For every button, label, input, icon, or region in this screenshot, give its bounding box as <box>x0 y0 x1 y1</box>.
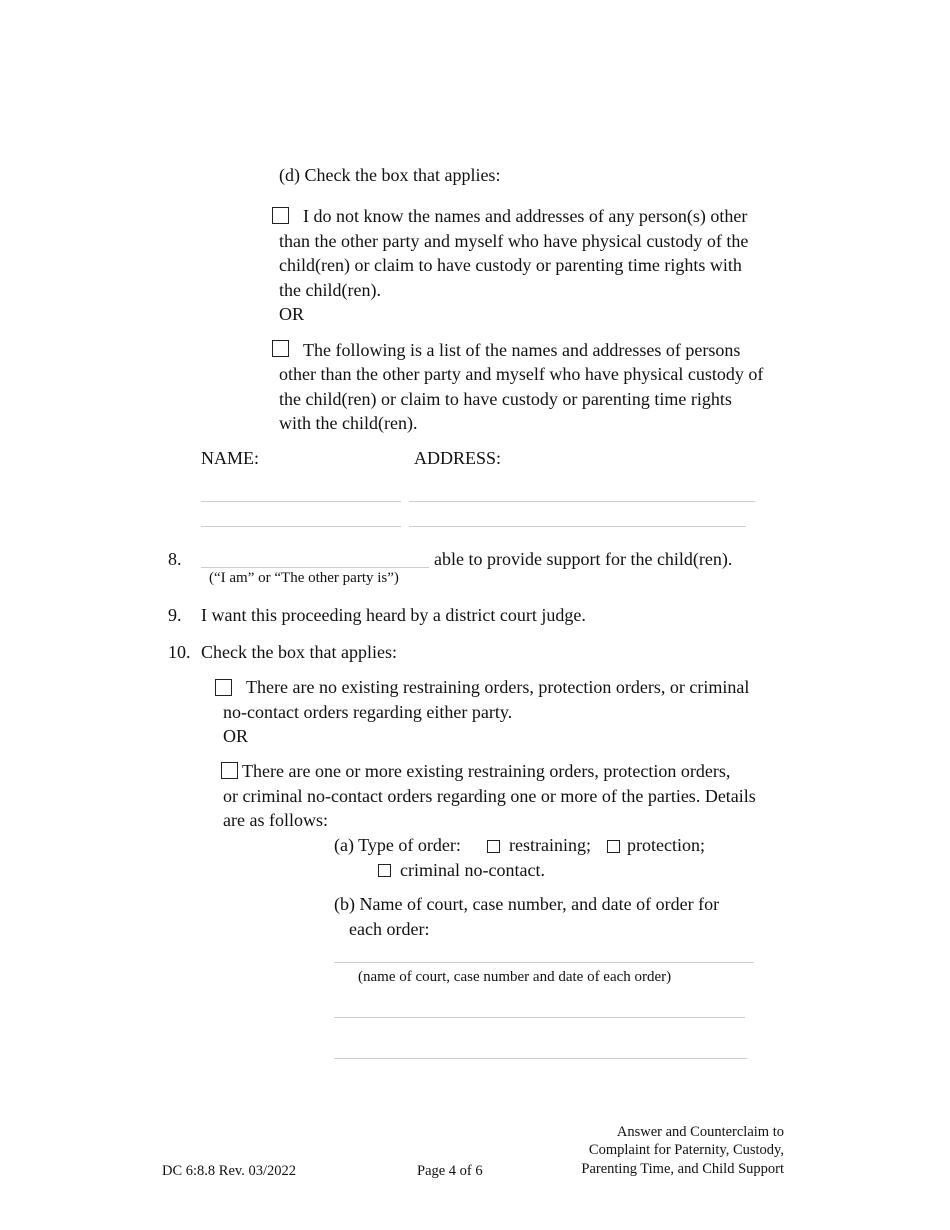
name-column-header: NAME: <box>201 448 259 468</box>
order-type-label: (a) Type of order: <box>334 835 461 855</box>
protection-label: protection; <box>627 835 705 855</box>
footer-title-line: Complaint for Paternity, Custody, <box>588 1142 784 1158</box>
restraining-checkbox[interactable] <box>487 840 500 853</box>
item10-option2-line: or criminal no-contact orders regarding one or more of the parties. Details <box>223 786 756 806</box>
court-info-input-line[interactable] <box>334 1058 747 1059</box>
d-option1-line: child(ren) or claim to have custody or parenting time rights with <box>279 255 742 275</box>
item9-number: 9. <box>168 605 182 625</box>
court-info-label: each order: <box>349 919 430 939</box>
item10-option1-line: no-contact orders regarding either party. <box>223 702 513 722</box>
item8-number: 8. <box>168 549 182 569</box>
d-or-text: OR <box>279 304 305 324</box>
item10-number: 10. <box>168 642 191 662</box>
item8-hint: (“I am” or “The other party is”) <box>209 570 399 586</box>
d-option1-checkbox[interactable] <box>272 207 289 224</box>
criminal-no-contact-label: criminal no-contact. <box>400 860 545 880</box>
item8-text: able to provide support for the child(ren). <box>434 549 733 569</box>
d-option1-line: than the other party and myself who have physical custody of the <box>279 231 749 251</box>
item10-option1-checkbox[interactable] <box>215 679 232 696</box>
footer-form-id: DC 6:8.8 Rev. 03/2022 <box>162 1163 296 1179</box>
item8-input-line[interactable] <box>201 567 429 568</box>
name-input-line[interactable] <box>201 526 401 527</box>
footer-title-line: Answer and Counterclaim to <box>616 1124 784 1140</box>
address-input-line[interactable] <box>409 501 755 502</box>
d-option2-line: The following is a list of the names and addresses of persons <box>303 340 741 360</box>
d-option1-line: I do not know the names and addresses of any person(s) other <box>303 206 748 226</box>
address-input-line[interactable] <box>409 526 746 527</box>
court-info-input-line[interactable] <box>334 962 754 963</box>
item10-option2-line: There are one or more existing restraining orders, protection orders, <box>242 761 731 781</box>
item10-option2-line: are as follows: <box>223 810 328 830</box>
d-option2-line: with the child(ren). <box>279 413 418 433</box>
court-info-input-line[interactable] <box>334 1017 745 1018</box>
protection-checkbox[interactable] <box>607 840 620 853</box>
item9-text: I want this proceeding heard by a district court judge. <box>201 605 586 625</box>
address-column-header: ADDRESS: <box>414 448 502 468</box>
footer-title-line: Parenting Time, and Child Support <box>581 1161 784 1177</box>
name-input-line[interactable] <box>201 501 401 502</box>
item10-option1-line: There are no existing restraining orders, protection orders, or criminal <box>246 677 750 697</box>
court-info-label: (b) Name of court, case number, and date of order for <box>334 894 720 914</box>
footer-page-number: Page 4 of 6 <box>417 1163 483 1179</box>
d-option2-line: other than the other party and myself who have physical custody of <box>279 364 764 384</box>
item10-option2-checkbox[interactable] <box>221 762 238 779</box>
item10-or-text: OR <box>223 726 249 746</box>
restraining-label: restraining; <box>509 835 591 855</box>
d-option2-line: the child(ren) or claim to have custody or parenting time rights <box>279 389 732 409</box>
criminal-no-contact-checkbox[interactable] <box>378 864 391 877</box>
section-d-label: (d) Check the box that applies: <box>279 165 501 185</box>
d-option1-line: the child(ren). <box>279 280 381 300</box>
court-info-hint: (name of court, case number and date of each order) <box>358 969 672 985</box>
item10-label: Check the box that applies: <box>201 642 397 662</box>
d-option2-checkbox[interactable] <box>272 340 289 357</box>
